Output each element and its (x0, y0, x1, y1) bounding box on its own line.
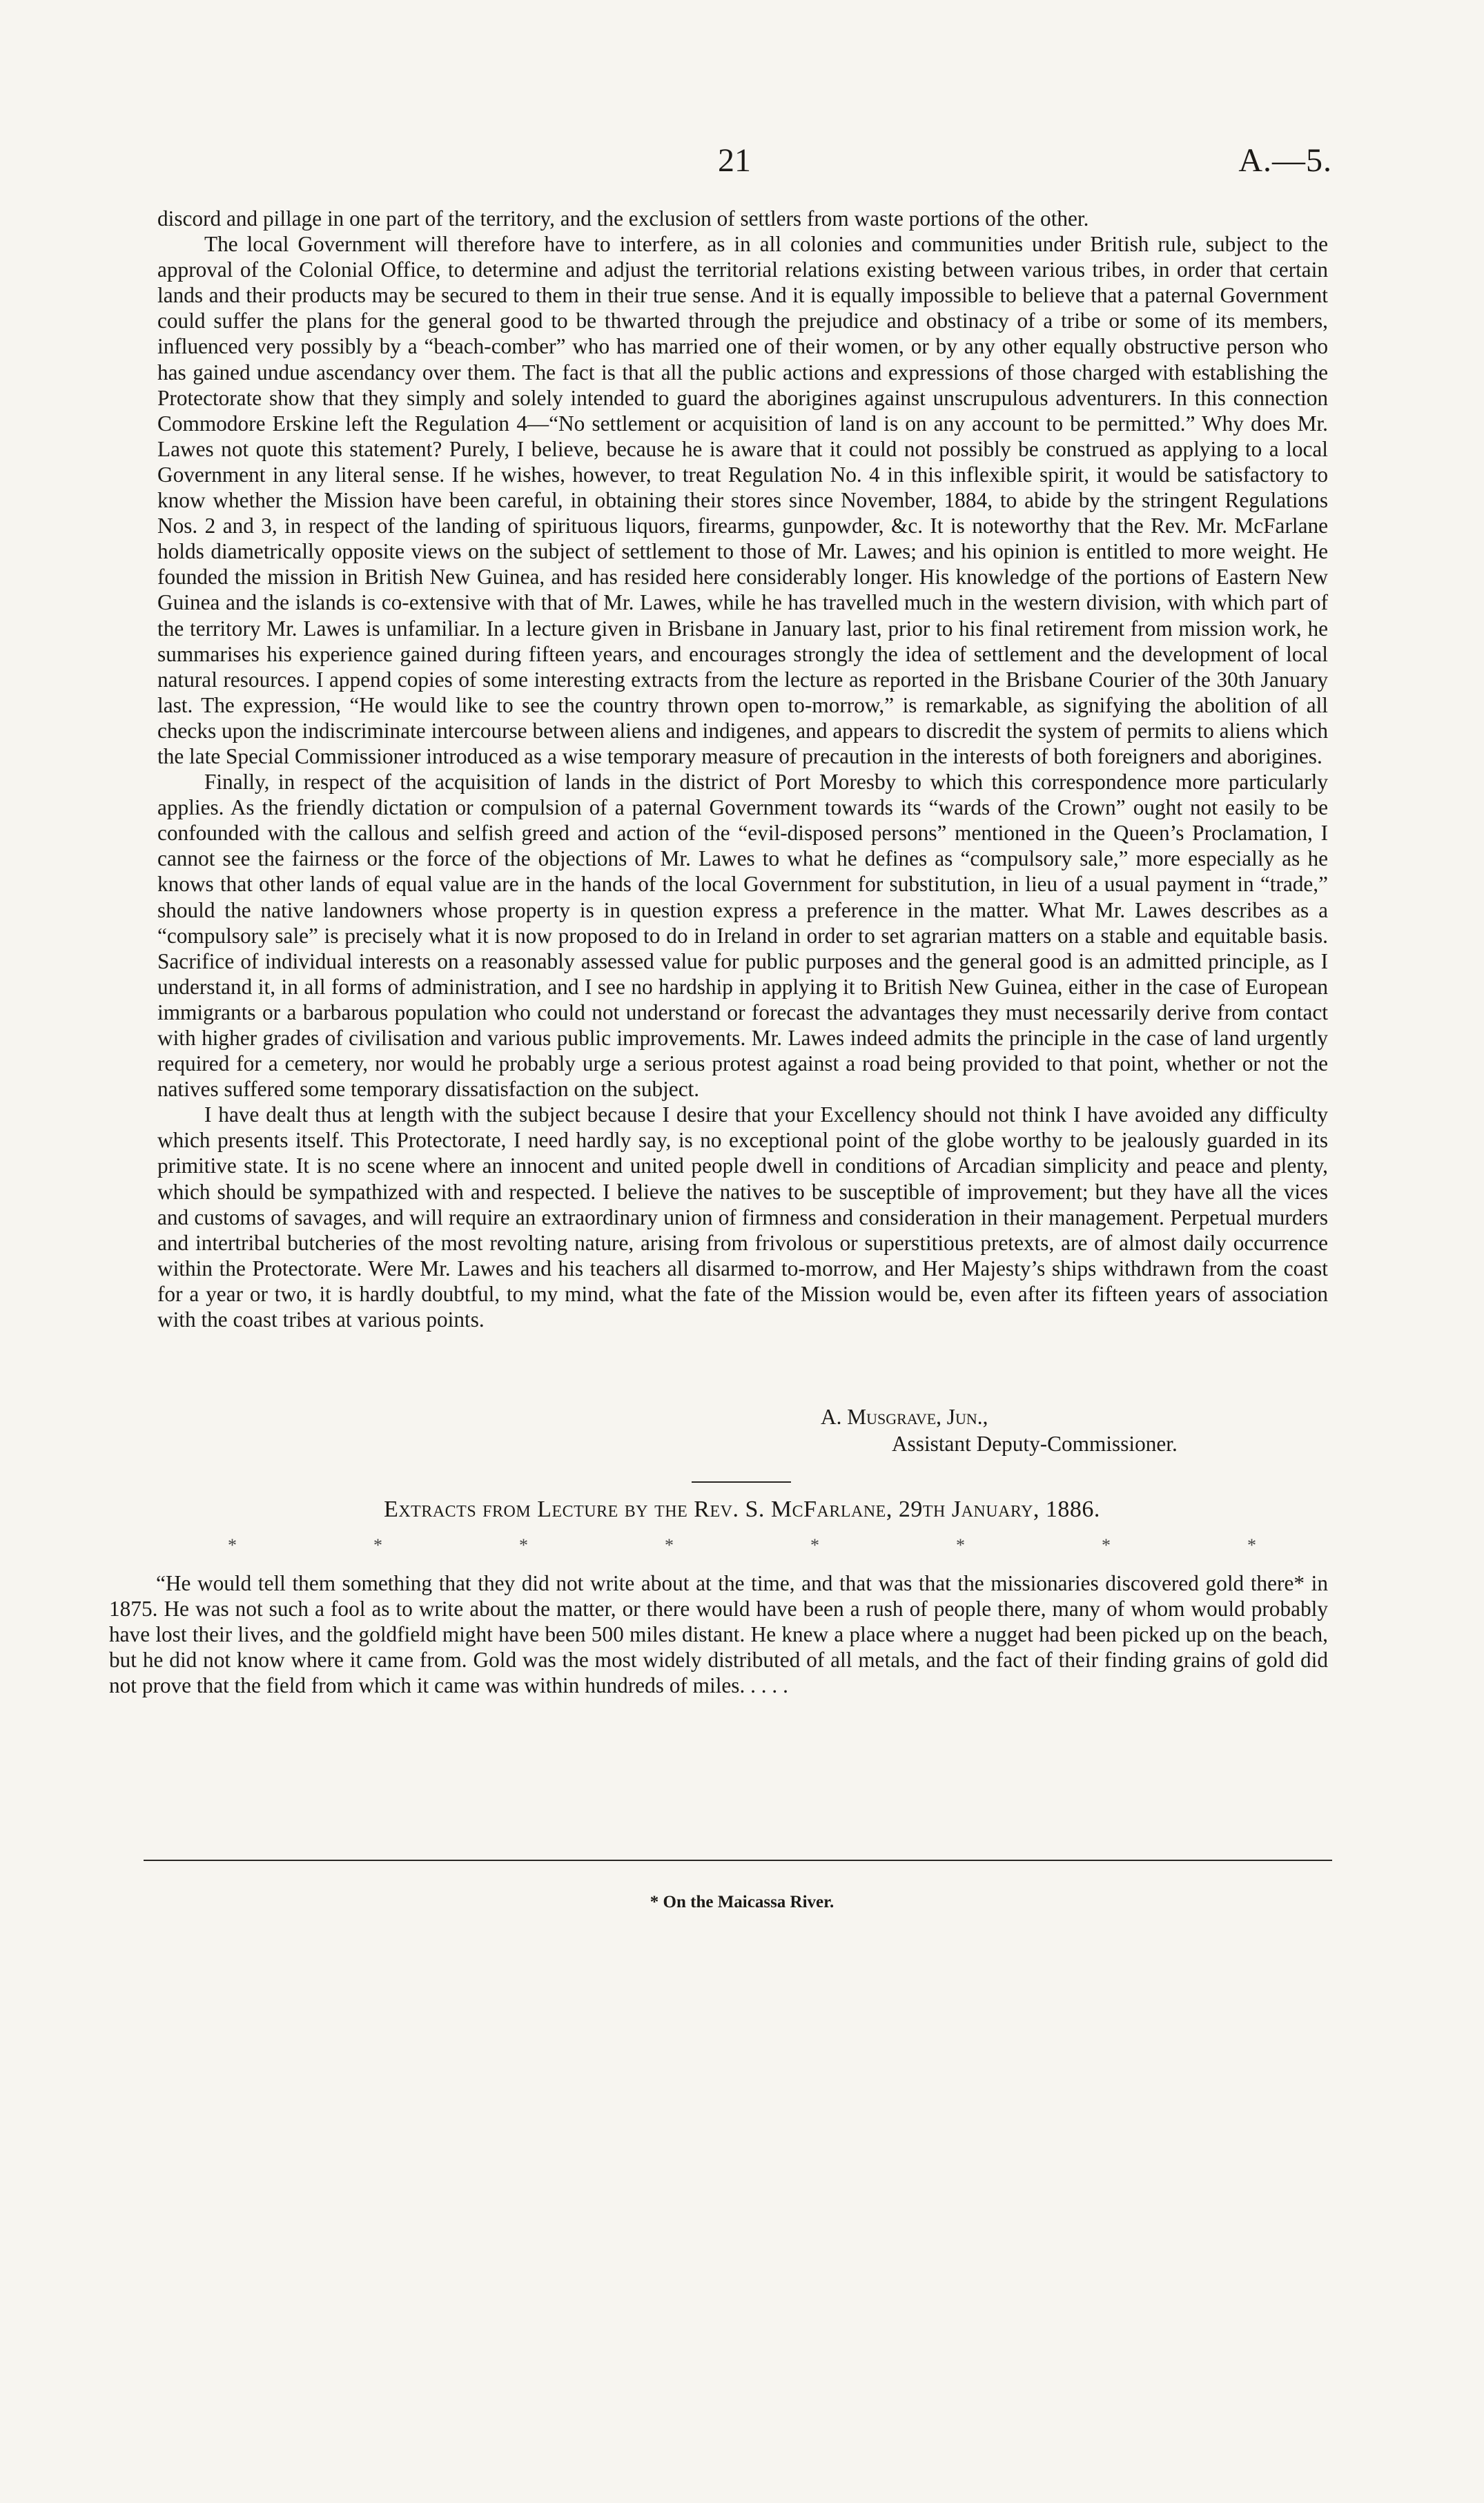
paragraph-continued: discord and pillage in one part of the territory, and the exclusion of settlers from waste portions of the other. (157, 206, 1089, 231)
star-mark: * (810, 1535, 819, 1555)
extract-body (109, 1570, 1328, 1698)
star-mark: * (373, 1535, 382, 1555)
star-mark: * (519, 1535, 528, 1555)
star-mark: * (956, 1535, 965, 1555)
star-mark: * (1102, 1535, 1111, 1555)
signature-name: A. Musgrave, Jun., (821, 1405, 988, 1429)
signature-title: Assistant Deputy-Commissioner. (892, 1432, 1178, 1456)
paragraph-acquisition-of-lands: Finally, in respect of the acquisition of lands in the district of Port Moresby to which this correspondence more particularly applies. As the friendly dictation or compulsion of a paternal Government towards its “wards of the Crown” ought not easily to be confounded with the callous and selfish greed and action of the “evil-disposed persons” mentioned in the Queen’s Proclamation, I cannot see the fairness or the force of the objections of Mr. Lawes to what he defines as “compulsory sale,” more especially as he knows that other lands of equal value are in the hands of the local Government for substitution, in lieu of a usual payment in “trade,” should the native landowners whose property is in question express a preference in the matter. What Mr. Lawes describes as a “compulsory sale” is precisely what it is now proposed to do in Ireland in order to set agrarian matters on a stable and equitable basis. Sacrifice of individual interests on a reasonably assessed value for public purposes and the general good is an admitted principle, as I understand it, in all forms of administration, and I see no hardship in applying it to British New Guinea, either in the case of European immigrants or a barbarous population who could not understand or forecast the advantages they must necessarily derive from contact with higher grades of civilisation and various public improvements. Mr. Lawes indeed admits the principle in the case of land urgently required for a cemetery, nor would he probably urge a serious protest against a road being provided to that point, whether or not the natives suffered some temporary dissatisfaction on the subject. (157, 770, 1328, 1102)
star-mark: * (228, 1535, 237, 1555)
paragraph-conclusion: I have dealt thus at length with the subject because I desire that your Excellency should not think I have avoided any difficulty which presents itself. This Protectorate, I need hardly say, is no exceptional point of the globe worthy to be jealously guarded in its primitive state. It is no scene where an innocent and united people dwell in conditions of Arcadian simplicity and peace and plenty, which should be sympathized with and respected. I believe the natives to be susceptible of improvement; but they have all the vices and customs of savages, and will require an extraordinary union of firmness and consideration in their management. Perpetual murders and intertribal butcheries of the most revolting nature, arising from frivolous or superstitious pretexts, are of almost daily occurrence within the Protectorate. Were Mr. Lawes and his teachers all disarmed to-morrow, and Her Majesty’s ships withdrawn from the coast for a year or two, it is hardly doubtful, to my mind, what the fate of the Mission would be, even after its fifteen years of association with the coast tribes at various points. (157, 1102, 1328, 1332)
paragraph-local-government: The local Government will therefore have to interfere, as in all colonies and communities under British rule, subject to the approval of the Colonial Office, to determine and adjust the territorial relations existing between various tribes, in order that certain lands and their products may be secured to them in their true sense. And it is equally impossible to believe that a paternal Government could suffer the plans for the general good to be thwarted through the prejudice and obstinacy of a tribe or some of its members, influenced very possibly by a “beach-comber” who has married one of their women, or by any other equally obstructive person who has gained undue ascendancy over them. The fact is that all the public actions and expressions of those charged with establishing the Protectorate show that they simply and solely intended to guard the aborigines against unscrupulous adventurers. In this connection Commodore Erskine left the Regulation 4—“No settlement or acquisition of land is on any account to be permitted.” Why does Mr. Lawes not quote this statement? Purely, I believe, because he is aware that it could not possibly be construed as applying to a local Government in any literal sense. If he wishes, however, to treat Regulation No. 4 in this inflexible spirit, it would be satisfactory to know whether the Mission have been careful, in obtaining their stores since November, 1884, to abide by the stringent Regulations Nos. 2 and 3, in respect of the landing of spirituous liquors, firearms, gunpowder, &c. It is noteworthy that the Rev. Mr. McFarlane holds diametrically opposite views on the subject of settlement to those of Mr. Lawes; and his opinion is entitled to more weight. He founded the mission in British New Guinea, and has resided here considerably longer. His knowledge of the portions of Eastern New Guinea and the islands is co-extensive with that of Mr. Lawes, while he has travelled much in the western division, with which part of the territory Mr. Lawes is unfamiliar. In a lecture given in Brisbane in January last, prior to his final retirement from mission work, he summarises his experience gained during fifteen years, and encourages strongly the idea of settlement and the development of local natural resources. I append copies of some interesting extracts from the lecture as reported in the Brisbane Courier of the 30th January last. The expression, “He would like to see the country thrown open to-morrow,” is remarkable, as signifying the abolition of all checks upon the indiscriminate intercourse between aliens and indigenes, and appears to discredit the system of permits to aliens which the late Special Commissioner introduced as a wise temporary measure of precaution in the interests of both foreigners and aborigines. (157, 232, 1328, 768)
star-mark: * (1247, 1535, 1256, 1555)
document-reference: A.—5. (1238, 142, 1332, 179)
page-number: 21 (718, 142, 751, 179)
extract-title: Extracts from Lecture by the Rev. S. McFarlane, 29th January, 1886. (384, 1497, 1100, 1522)
section-separator (692, 1481, 791, 1483)
star-mark: * (665, 1535, 674, 1555)
footnote: * On the Maicassa River. (650, 1893, 834, 1911)
footnote-rule (144, 1860, 1332, 1861)
ellipsis-stars (228, 1535, 1256, 1556)
extract-paragraph: “He would tell them something that they did not write about at the time, and that was that the missionaries discovered gold there* in 1875. He was not such a fool as to write about the matter, or there would have been a rush of people there, many of whom would probably have lost their lives, and the goldfield might have been 500 miles distant. He knew a place where a nugget had been picked up on the beach, but he did not know where it came from. Gold was the most widely distributed of all metals, and the fact of their finding grains of gold did not prove that the field from which it came was within hundreds of miles. . . . . (109, 1571, 1328, 1698)
report-body (157, 206, 1328, 1332)
